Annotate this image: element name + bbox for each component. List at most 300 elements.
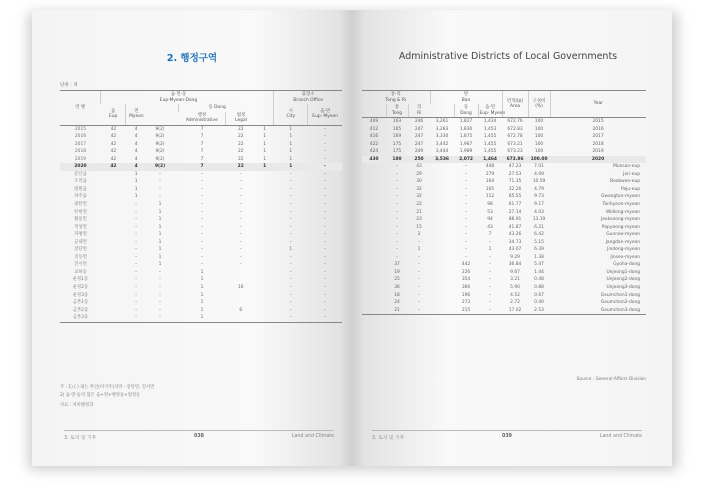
table-cell: 21 [386,307,408,315]
table-cell: 1 [263,134,266,140]
table-cell: – [289,262,292,268]
table-cell: 42 [101,163,126,171]
table-cell [362,178,386,186]
ban-header: 반 Ban [430,91,502,105]
table-cell: 광탄면 [74,201,87,207]
table-cell: 22 [226,163,256,171]
table-cell: – [289,269,292,275]
table-cell: – [200,194,204,200]
table-cell: 9(2) [155,134,165,140]
table-cell: 416 [369,134,379,140]
table-cell: – [395,179,399,185]
table-cell: – [158,307,162,313]
table-row [362,254,646,262]
table-cell: 673.21 [507,141,523,147]
table-row [362,141,646,149]
table-cell: 22 [237,149,244,155]
table-cell: 1 [289,156,293,162]
table-cell: 175 [392,149,402,155]
table-row [362,148,646,156]
left-footer-chapter: 3. 토지 및 기후 [64,436,97,441]
table-cell: – [146,314,173,322]
table-cell [430,201,454,209]
dong-header: 동 Dong [178,104,255,112]
table-cell: 6.42 [534,232,544,238]
table-cell: 9.67 [510,269,520,275]
table-cell [101,254,126,262]
table-cell: 354 [461,277,471,283]
table-cell: Geumchon2-dong [600,300,641,306]
table-cell: 금촌3동 [60,314,101,322]
table-cell [430,178,454,186]
table-cell: 금촌1동 [72,300,89,306]
table-cell: 9(2) [146,163,173,171]
table-cell: 5.90 [510,285,520,291]
table-cell: Gwangtan-myeon [600,194,641,200]
table-cell: – [417,285,421,291]
table-cell [362,292,386,300]
table-cell: – [289,307,292,313]
table-cell: 448 [485,164,495,170]
table-row [60,133,342,141]
table-cell: – [200,239,204,245]
table-cell: 24 [394,300,400,306]
table-cell: 4.52 [510,292,520,298]
table-cell: 9(2) [155,156,165,162]
table-cell: – [135,247,138,253]
table-cell: – [395,232,399,238]
table-cell: 100 [534,119,544,124]
note-1: 주 : 1) ( ) 내는 무인(미거주)지역 - 장단면, 진서면 [60,385,155,390]
table-cell: 1 [158,254,162,260]
table-cell: – [158,300,162,306]
table-cell [430,193,454,201]
table-cell [101,314,126,322]
table-cell: 32 [416,186,422,192]
table-cell: – [200,247,204,253]
table-cell: – [464,202,468,208]
table-cell: 22 [416,202,422,208]
table-cell [362,269,386,277]
table-cell: 4 [134,134,138,140]
table-cell: – [417,254,421,260]
table-cell: 23 [416,217,422,223]
table-cell [362,299,386,307]
table-cell [256,261,274,269]
table-row [362,276,646,284]
table-cell: 34.73 [508,239,522,245]
table-cell: – [239,217,242,223]
table-cell: 94 [487,217,493,223]
table-row [362,133,646,141]
table-cell: 7 [200,126,204,132]
table-cell: 22 [237,141,244,147]
table-cell [256,269,274,277]
table-cell: – [200,262,204,268]
table-cell [101,193,126,201]
table-cell: 43.07 [508,247,522,253]
table-cell: 1,455 [483,149,497,155]
table-cell: – [200,209,204,215]
table-cell: 1 [263,149,266,155]
table-cell: 1 [200,292,204,298]
table-cell [101,231,126,239]
table-row [60,224,342,232]
table-cell [362,171,386,179]
table-cell: – [323,149,326,155]
table-cell: – [158,171,162,177]
table-cell: 100 [534,149,544,155]
table-cell: – [395,209,399,215]
table-cell [226,276,256,284]
table-cell: – [289,232,292,238]
table-cell: – [200,171,204,177]
table-row [60,148,342,156]
left-page [32,10,352,466]
table-cell: – [239,171,242,177]
table-cell: 1 [289,149,293,155]
table-row [362,201,646,209]
table-cell: 16 [237,284,244,290]
table-cell: Jindong-myeon [607,247,641,253]
eupmyeondong-header: 읍·면·동 Eup·Myeon·Dong [101,91,256,105]
right-source: Source : General Affairs Division [576,377,646,382]
right-table-body [362,118,646,315]
table-cell: 교하동 [74,269,87,275]
table-cell: – [289,209,292,215]
table-row [60,239,342,247]
table-cell [101,216,126,224]
table-cell: 월롱면 [74,217,87,223]
table-cell: 2015 [592,119,604,124]
table-cell: Jangdan-myeon [605,239,641,245]
table-row [60,193,342,201]
table-cell: 13.19 [532,217,546,223]
table-cell: 0.48 [534,277,544,283]
table-cell: 장단면 [74,247,87,253]
table-cell: 1,453 [483,126,497,132]
table-cell: 1,987 [459,141,473,147]
table-cell: 88.91 [508,217,522,223]
table-cell: – [158,269,162,275]
table-cell: Papyeong-myeon [601,224,641,230]
table-row [362,156,646,164]
table-cell: 2019 [592,149,604,155]
table-cell: – [323,239,326,245]
table-cell: 673.23 [507,149,523,155]
table-cell: Wollong-myeon [605,209,641,215]
table-cell: 9(2) [155,149,165,155]
table-cell: – [323,141,326,147]
table-cell: 1 [134,194,138,200]
right-footer [372,430,642,441]
table-cell [256,178,274,186]
table-cell [101,209,126,217]
table-cell: – [289,277,292,283]
table-cell: 65.55 [508,194,522,200]
table-cell: 25 [394,277,400,283]
table-cell: 3,261 [435,119,449,124]
table-cell: – [464,164,468,170]
table-cell: 7 [178,163,226,171]
right-table [362,90,646,315]
table-cell: – [289,300,292,306]
table-row [60,156,342,164]
table-cell: 672.83 [507,126,523,132]
table-cell: – [289,217,292,223]
table-cell: – [323,201,326,207]
table-cell: 1 [158,209,162,215]
table-cell: – [323,247,326,253]
table-cell: 2.72 [510,300,520,306]
table-cell: – [289,171,292,177]
table-cell: 1 [289,141,293,147]
table-cell: 247 [414,126,424,132]
table-cell: 247 [414,141,424,147]
table-row [362,186,646,194]
table-cell [430,269,454,277]
table-cell: – [464,209,468,215]
legal-header: 법정 Legal [226,112,256,126]
unit-label: 단위 : 개 [60,83,78,88]
table-cell: – [323,194,326,200]
table-cell: – [323,209,326,215]
table-cell: – [158,186,162,192]
table-cell: 1 [200,307,204,313]
table-row [60,284,342,292]
table-cell: – [464,254,468,260]
table-cell: – [200,217,204,223]
table-cell: 32 [416,194,422,200]
table-cell: 42 [110,141,117,147]
table-cell: 4 [134,156,138,162]
table-cell: 2019 [74,156,87,162]
table-cell [362,216,386,224]
table-cell: 43.26 [508,232,522,238]
table-cell: 법원읍 [74,186,87,192]
table-cell: 42 [110,126,117,132]
table-cell [362,307,386,315]
table-cell: 100 [534,141,544,147]
table-cell: – [488,262,492,268]
table-cell: – [135,254,138,260]
table-cell: 424 [369,149,379,155]
table-cell: 6 [239,307,243,313]
table-cell: – [200,224,204,230]
table-cell: 71.35 [508,179,522,185]
table-row [60,201,342,209]
table-cell: 1 [158,201,162,207]
table-cell: 42 [110,134,117,140]
table-cell: Unjeong1-dong [606,269,641,275]
table-cell: 61.77 [508,202,522,208]
table-cell: Paju-eup [621,186,641,192]
table-cell [430,171,454,179]
table-row [362,269,646,277]
table-cell: – [289,179,292,185]
left-page-number: 038 [193,434,204,439]
table-cell: 2018 [74,149,87,155]
table-cell: – [200,179,204,185]
table-cell: 180 [386,156,408,164]
table-cell: – [323,126,326,132]
table-cell: – [135,201,138,207]
table-row [60,209,342,217]
table-cell: – [289,239,292,245]
table-cell: 9.29 [510,254,520,260]
table-cell: 7 [200,149,204,155]
table-cell: – [135,307,138,313]
ban-em-header: 읍·면 Eup· Myeon [479,105,506,116]
table-cell [256,246,274,254]
table-cell [101,171,126,179]
left-page-title: 2. 행정구역 [166,53,218,64]
table-row [60,216,342,224]
table-cell: 운정1동 [72,277,89,283]
table-cell: – [200,232,204,238]
table-row [60,171,342,179]
table-cell: – [135,232,138,238]
table-cell: 2016 [74,134,87,140]
table-row [362,163,646,171]
table-cell [362,231,386,239]
table-cell: 1 [417,247,421,253]
table-cell: 22 [237,126,244,132]
table-cell [256,307,274,315]
table-cell: – [126,314,146,322]
table-cell: – [395,239,399,245]
table-cell: – [395,247,399,253]
table-cell: – [239,224,242,230]
table-cell: 22 [237,134,244,140]
year-en-header: Year [550,91,646,118]
table-cell: – [464,171,468,177]
table-row [362,118,646,126]
table-cell: – [135,217,138,223]
table-cell: 163 [392,119,402,124]
table-cell [101,299,126,307]
table-cell: 9.73 [534,194,544,200]
table-cell: – [289,284,292,290]
table-cell: – [239,239,242,245]
branch-header: 출장소 Branch Office [274,91,342,105]
table-cell: 탄현면 [74,209,87,215]
table-cell: 196 [461,292,471,298]
table-cell: 18 [394,292,400,298]
table-cell [226,314,256,322]
table-row [60,254,342,262]
table-row [362,216,646,224]
table-cell: – [395,217,399,223]
table-cell: – [323,186,326,192]
table-cell: Unjeong2-dong [606,277,641,283]
table-cell: – [395,202,399,208]
table-cell: – [395,254,399,260]
table-cell: 1 [263,141,266,147]
table-cell [430,163,454,171]
left-footer [64,430,334,441]
myeon-header: 면 Myeon [126,104,146,125]
table-cell: – [200,254,204,260]
table-row [60,261,342,269]
left-table [60,90,342,323]
table-cell: – [158,194,162,200]
table-cell: 273 [461,300,471,306]
table-cell: 1,875 [459,134,473,140]
table-cell: – [323,269,326,275]
table-cell: – [135,224,138,230]
table-cell: – [417,300,421,306]
table-cell: 672.76 [507,119,523,124]
table-cell [101,307,126,315]
table-cell: Munsan-eup [613,164,641,170]
table-cell: Unjeong3-dong [606,285,641,291]
table-cell: 2 [417,232,421,238]
table-cell [101,201,126,209]
year-header: 연 별 [60,91,101,126]
table-cell: 5.47 [534,262,544,268]
table-cell: 1 [200,277,204,283]
table-cell: 7 [200,156,204,162]
table-row [362,171,646,179]
table-cell: – [239,194,242,200]
table-cell: 9.17 [534,202,544,208]
table-cell: 운정2동 [72,284,89,290]
table-row [60,269,342,277]
table-row [362,246,646,254]
table-row [362,292,646,300]
table-cell: – [239,186,242,192]
table-cell [256,231,274,239]
table-cell: Gyoha-dong [613,262,641,268]
table-cell: 4 [134,126,138,132]
table-cell: Geumchon1-dong [600,292,641,298]
table-row [60,141,342,149]
table-cell: – [239,254,242,260]
table-cell: 문산읍 [74,171,87,177]
table-cell: – [488,292,492,298]
table-cell: – [135,262,138,268]
table-cell: – [289,254,292,260]
table-cell: 100 [534,134,544,140]
table-cell: 0.88 [534,285,544,291]
table-cell: – [464,194,468,200]
tongri-header: 통·리 Tong & Ri [362,91,430,105]
table-cell: 금촌2동 [72,307,89,313]
right-footer-title: Land and Climate [599,434,642,439]
table-cell: – [135,284,138,290]
table-cell: 1 [200,269,204,275]
table-cell: – [200,201,204,207]
table-cell: 37 [394,262,400,268]
table-row [60,186,342,194]
table-cell: 1 [158,262,162,268]
table-cell: 1,989 [459,149,473,155]
table-cell: 2017 [592,134,604,140]
table-cell: 246 [414,119,424,124]
table-cell: – [464,224,468,230]
table-cell: 430 [362,156,386,164]
table-cell [362,163,386,171]
table-cell: 7 [488,232,492,238]
table-cell: – [395,186,399,192]
table-cell: – [323,171,326,177]
table-cell: 41.87 [508,224,522,230]
table-cell: – [464,186,468,192]
table-cell: – [323,156,326,162]
table-row [60,246,342,254]
table-cell: 운정3동 [72,292,89,298]
